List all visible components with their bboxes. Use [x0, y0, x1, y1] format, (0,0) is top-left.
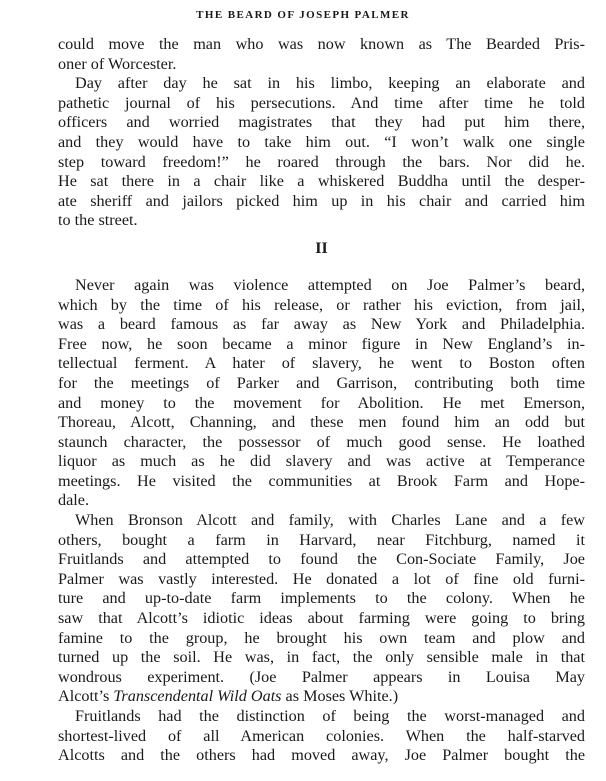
- text-line: dale.: [58, 491, 90, 510]
- text-line: Free now, he soon became a minor figure in New England’s in-: [58, 334, 585, 353]
- text-line: officers and worried magistrates that they had put him there,: [58, 113, 585, 132]
- text-line: liquor as much as he did slavery and was active at Temperance: [58, 452, 585, 471]
- text-line: to the street.: [58, 211, 138, 230]
- text-line: tellectual ferment. A hater of slavery, he went to Boston often: [58, 354, 585, 373]
- text-line: wondrous experiment. (Joe Palmer appears in Louisa May: [58, 667, 585, 686]
- text-line: oner of Worcester.: [58, 54, 177, 73]
- text-line: others, bought a farm in Harvard, near Fitchburg, named it: [58, 530, 585, 549]
- text-line: famine to the group, he brought his own team and plow and: [58, 628, 585, 647]
- paragraph-3: [58, 276, 585, 511]
- text-line: ate sheriff and jailors picked him up in his chair and carried him: [58, 191, 585, 210]
- text-line: Never again was violence attempted on Joe Palmer’s beard,: [75, 275, 585, 294]
- section-numeral: II: [315, 239, 328, 257]
- text-line: Day after day he sat in his limbo, keeping an elaborate and: [75, 74, 585, 93]
- text-segment: as Moses White.): [281, 687, 399, 706]
- text-line: turned up the soil. He was, in fact, the only sensible male in that: [58, 648, 585, 667]
- text-line: saw that Alcott’s idiotic ideas about farming were going to bring: [58, 609, 585, 628]
- text-line: ture and up-to-date farm implements to the colony. When he: [58, 589, 585, 608]
- text-line: shortest-lived of all American colonies. When the half-starved: [58, 726, 585, 745]
- book-title: Transcendental Wild Oats: [113, 687, 282, 706]
- text-line: for the meetings of Parker and Garrison, contributing both time: [58, 373, 585, 392]
- text-line: Fruitlands had the distinction of being the worst-managed and: [75, 707, 585, 725]
- text-line: and they would have to take him out. “I won’t walk one single: [58, 132, 585, 151]
- text-line: staunch character, the possessor of much good sense. He loathed: [58, 432, 585, 451]
- text-segment: Alcott’s: [58, 687, 114, 706]
- text-line: was a beard famous as far away as New York and Philadelphia.: [58, 315, 585, 334]
- text-line: When Bronson Alcott and family, with Charles Lane and a few: [75, 511, 585, 530]
- paragraph-2: [58, 74, 585, 231]
- running-head: THE BEARD OF JOSEPH PALMER: [196, 9, 410, 21]
- text-line: could move the man who was now known as The Bearded Pris-: [58, 35, 585, 53]
- text-line: pathetic journal of his persecutions. And time after time he told: [58, 93, 585, 112]
- text-line: Thoreau, Alcott, Channing, and these men found him an odd but: [58, 413, 585, 432]
- text-line: Palmer was vastly interested. He donated a lot of fine old furni-: [58, 569, 585, 588]
- text-line: step toward freedom!” he roared through the bars. Nor did he.: [58, 152, 585, 171]
- text-line: and money to the movement for Abolition. He met Emerson,: [58, 393, 585, 412]
- text-line: which by the time of his release, or rather his eviction, from jail,: [58, 295, 585, 314]
- text-line: He sat there in a chair like a whiskered Buddha until the desper-: [58, 172, 585, 191]
- body-text: [58, 35, 585, 766]
- text-line: [58, 687, 585, 707]
- paragraph-4: [58, 511, 585, 707]
- paragraph-1: [58, 35, 585, 74]
- text-line: meetings. He visited the communities at Brook Farm and Hope-: [58, 471, 585, 490]
- paragraph-5: [58, 707, 585, 766]
- text-line: Fruitlands and attempted to found the Con-Sociate Family, Joe: [58, 550, 585, 569]
- text-line: Alcotts and the others had moved away, Joe Palmer bought the: [58, 746, 585, 765]
